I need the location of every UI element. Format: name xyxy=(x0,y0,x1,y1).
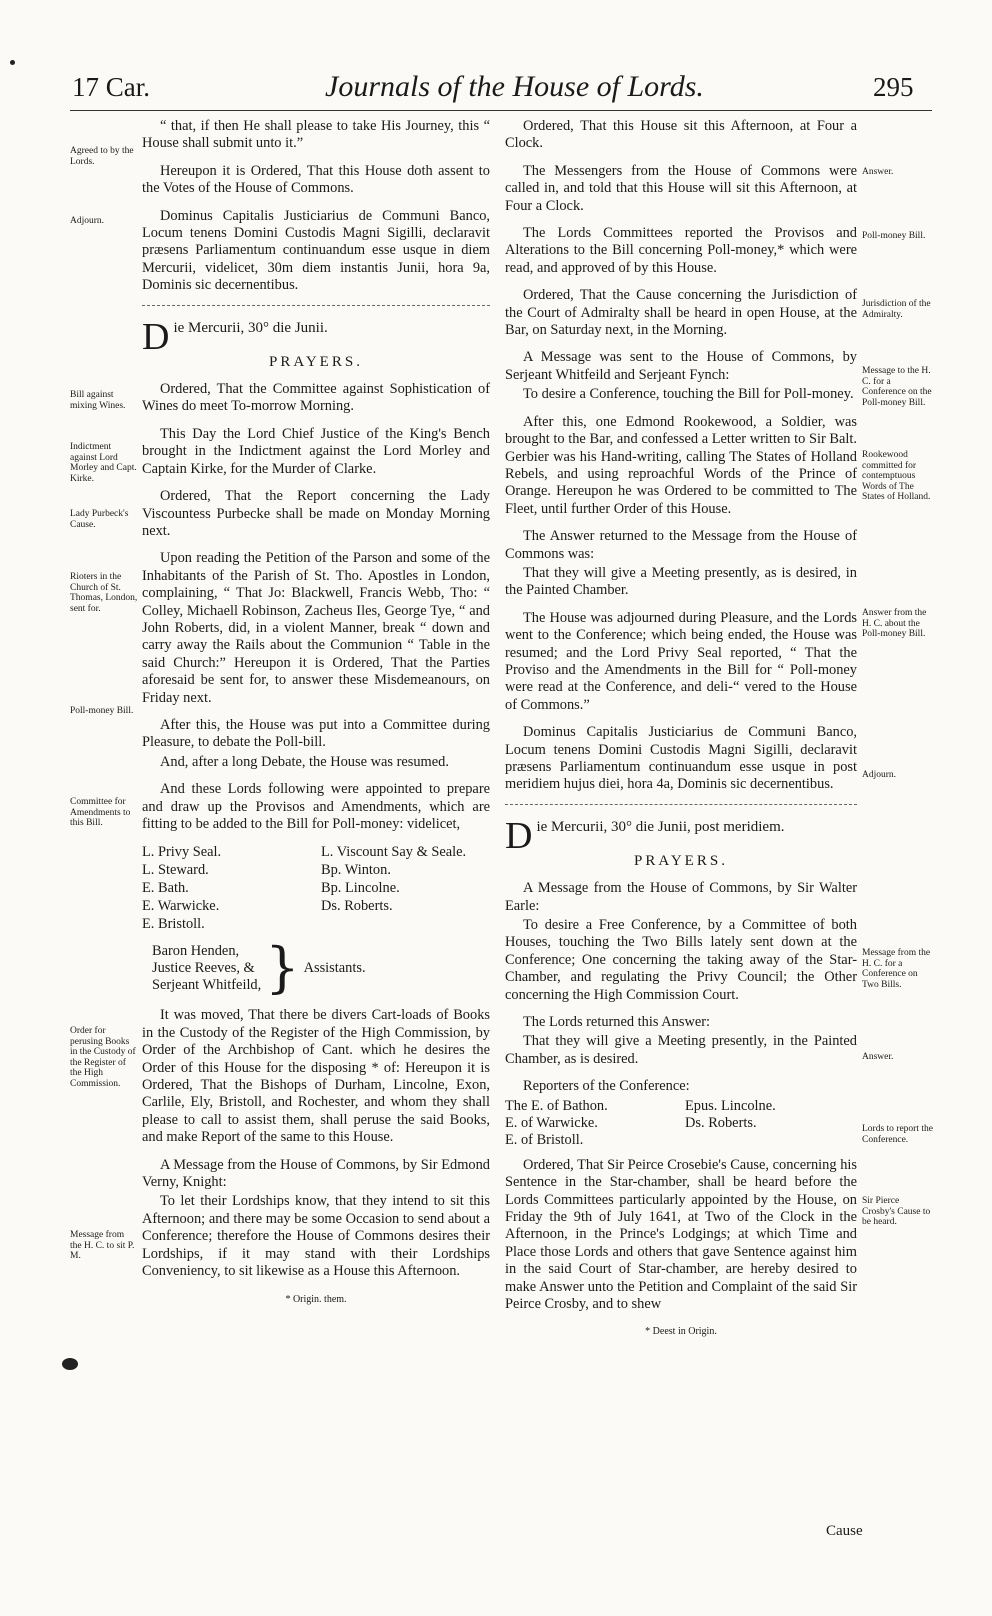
paragraph: The Lords returned this Answer: xyxy=(523,1014,711,1031)
brace-icon: } xyxy=(265,936,300,1000)
margin-note: Adjourn. xyxy=(70,216,105,226)
paragraph: The Lords Committees reported the Provisos and Alterations to the Bill concerning Poll-money,* which were read, and approved of by this House. xyxy=(505,225,857,276)
paragraph: And these Lords following were appointed to prepare and draw up the Provisos and Amendments, which are fitting to be added to the Bill for Poll-money: videlicet, xyxy=(142,781,490,832)
assistant-name: Justice Reeves, & xyxy=(152,959,255,976)
paragraph: To desire a Conference, touching the Bill for Poll-money. xyxy=(523,386,854,403)
reporter-name: E. of Warwicke. xyxy=(505,1114,598,1131)
paragraph: To desire a Free Conference, by a Committee of both Houses, touching the Two Bills lately sent down at the Conference; One concerning the taking away of the Star-Chamber, and regulating the Privy Council; the Other concerning the High Commission Court. xyxy=(505,917,857,1003)
reporter-name: Epus. Lincolne. xyxy=(685,1097,776,1114)
margin-note: Message from the H. C. to sit P. M. xyxy=(70,1230,135,1261)
paragraph: Ordered, That the Cause concerning the Jurisdiction of the Court of Admiralty shall be heard in open House, at the Bar, on Saturday next, in the Morning. xyxy=(505,287,857,339)
margin-note: Answer from the H. C. about the Poll-money Bill. xyxy=(862,608,927,639)
drop-cap: D xyxy=(505,814,533,857)
paragraph: Ordered, That the Report concerning the Lady Viscountess Purbecke shall be made on Monday Morning next. xyxy=(142,488,490,539)
paragraph: Hereupon it is Ordered, That this House doth assent to the Votes of the House of Commons. xyxy=(142,162,490,197)
session-heading xyxy=(142,315,490,358)
lord-name: L. Steward. xyxy=(142,862,209,879)
ink-blot xyxy=(62,1358,78,1370)
paragraph: Upon reading the Petition of the Parson and some of the Inhabitants of the Parish of St. Tho. Apostles in London, complaining, “ That Jo: Blackwell, Francis Webb, Tho: “ Colley, Michaell Robinson, Zacheus Iles, George Tye, “ and John Roberts, did, in a violent Manner, break “ down and carry away the Rails about the Communion “ Table in the said Church:” Hereupon it is Ordered, That the Parties aforesaid be sent for, to answer these Misdemeanours, on Friday next. xyxy=(142,550,490,706)
paragraph: That they will give a Meeting presently, as is desired, in the Painted Chamber. xyxy=(505,564,857,599)
margin-note: Jurisdiction of the Admiralty. xyxy=(862,299,931,320)
drop-cap: D xyxy=(142,315,170,358)
footnote: * Deest in Origin. xyxy=(645,1326,717,1338)
margin-note: Rookewood committed for contemptuous Words of The States of Holland. xyxy=(862,450,931,502)
margin-note: Answer. xyxy=(862,1052,894,1062)
paragraph: “ that, if then He shall please to take His Journey, this “ House shall submit unto it.” xyxy=(142,118,490,152)
lord-name: E. Warwicke. xyxy=(142,898,220,915)
page-number: 295 xyxy=(873,72,914,102)
paragraph: This Day the Lord Chief Justice of the King's Bench brought in the Indictment against the Lord Morley and Captain Kirke, for the Murder of Clarke. xyxy=(142,425,490,477)
paragraph: Ordered, That the Committee against Sophistication of Wines do meet To-morrow Morning. xyxy=(142,381,490,415)
paragraph: To let their Lordships know, that they intend to sit this Afternoon; and there may be some Occasion to send about a Conference; therefore the House of Commons desires their Lordships, if it may stand with their Lordships Conveniency, to sit likewise as a House this Afternoon. xyxy=(142,1193,490,1280)
section-divider xyxy=(505,804,857,805)
margin-note: Lords to report the Conference. xyxy=(862,1124,933,1145)
margin-note: Indictment against Lord Morley and Capt. Kirke. xyxy=(70,442,137,484)
reporter-name: The E. of Bathon. xyxy=(505,1097,608,1114)
margin-note: Committee for Amendments to this Bill. xyxy=(70,797,131,828)
margin-note: Agreed to by the Lords. xyxy=(70,146,134,167)
footnote: * Origin. them. xyxy=(285,1293,347,1305)
lord-name: Bp. Lincolne. xyxy=(321,880,400,897)
section-divider xyxy=(142,305,490,306)
paragraph: A Message from the House of Commons, by Sir Edmond Verny, Knight: xyxy=(142,1156,490,1191)
paragraph: A Message was sent to the House of Commons, by Serjeant Whitfeild and Serjeant Fynch: xyxy=(505,349,857,383)
paragraph: After this, one Edmond Rookewood, a Soldier, was brought to the Bar, and confessed a Letter written to Sir Balt. Gerbier was his Hand-writing, calling The States of Holland Rebels, and using reproachful Words of the Prince of Orange. Hereupon he was Ordered to be committed to The Fleet, until further Order of this House. xyxy=(505,413,857,517)
paragraph: A Message from the House of Commons, by Sir Walter Earle: xyxy=(505,880,857,914)
margin-note: Poll-money Bill. xyxy=(70,706,134,716)
catchword: Cause xyxy=(826,1523,863,1539)
session-date: ie Mercurii, 30° die Junii. xyxy=(173,319,328,336)
left-column xyxy=(142,118,490,1308)
assistant-name: Serjeant Whitfeild, xyxy=(152,976,262,993)
latin-adjournment: Dominus Capitalis Justiciarius de Communi Banco, Locum tenens Domini Custodis Magni Sigilli, declaravit præsens Parliamentum continuandum esse usque in post meridiem hujus diei, hora 4a, Dominis sic decernentibus. xyxy=(505,724,857,793)
assistants-label: Assistants. xyxy=(303,959,366,976)
lord-name: L. Privy Seal. xyxy=(142,844,222,861)
margin-note: Order for perusing Books in the Custody of the Register of the High Commission. xyxy=(70,1026,136,1089)
prayers-heading: PRAYERS. xyxy=(634,852,728,869)
prayers-heading: PRAYERS. xyxy=(269,353,363,370)
session-heading xyxy=(505,814,857,857)
paragraph: The Answer returned to the Message from the House of Commons was: xyxy=(505,528,857,562)
margin-note: Message to the H. C. for a Conference on the Poll-money Bill. xyxy=(862,366,932,408)
margin-note: Adjourn. xyxy=(862,770,897,780)
paragraph: Reporters of the Conference: xyxy=(523,1078,690,1095)
paragraph: It was moved, That there be divers Cart-loads of Books in the Custody of the Register of the High Commission, by Order of the Archbishop of Cant. which he desires the Order of this House for the disposing * of: Hereupon it is Ordered, That the Bishops of Durham, Lincolne, Exon, Carlile, Ely, Bristoll, and Rochester, and whom they shall please to call to assist them, shall peruse the said Books, and make Report of the same to this House. xyxy=(142,1007,490,1146)
committee-lords xyxy=(142,843,490,933)
lord-name: E. Bath. xyxy=(142,880,189,897)
assistant-name: Baron Henden, xyxy=(152,942,240,959)
header-rule xyxy=(70,110,932,111)
paragraph: The House was adjourned during Pleasure, and the Lords went to the Conference; which being ended, the House was resumed; and the Lord Privy Seal reported, “ That the Proviso and the Amendments in the Bill for “ Poll-money were read at the Conference, and deli-“ vered to the House of Commons.” xyxy=(505,609,857,713)
lord-name: E. Bristoll. xyxy=(142,916,205,933)
regnal-year: 17 Car. xyxy=(72,72,150,102)
margin-note: Message from the H. C. for a Conference on Two Bills. xyxy=(862,948,931,990)
paragraph: That they will give a Meeting presently, in the Painted Chamber, as is desired. xyxy=(505,1033,857,1067)
journal-title: Journals of the House of Lords. xyxy=(325,70,704,103)
lord-name: L. Viscount Say & Seale. xyxy=(321,844,467,861)
margin-note: Poll-money Bill. xyxy=(862,231,926,241)
right-column xyxy=(505,118,857,1341)
paragraph: Ordered, That Sir Peirce Crosebie's Cause, concerning his Sentence in the Star-chamber, shall be heard before the Lords Committees particularly appointed by the House, on Friday the 9th of July 1641, at Two of the Clock in the Afternoon, in the Prince's Lodgings; at which Time and Place those Lords and others that gave Sentence against him in the said Court of Star-chamber, are hereby desired to make Answer unto the Petition and Complaint of the said Sir Peirce Crosby, and to shew xyxy=(505,1156,857,1312)
margin-note: Rioters in the Church of St. Thomas, London, sent for. xyxy=(70,572,138,614)
page-header xyxy=(0,70,992,110)
latin-adjournment: Dominus Capitalis Justiciarius de Communi Banco, Locum tenens Domini Custodis Magni Sigilli, declaravit præsens Parliamentum continuandum esse usque in diem Mercurii, videlicet, 30m diem instantis Junii, hora 9a, Dominis sic decernentibus. xyxy=(142,207,490,294)
paragraph: The Messengers from the House of Commons were called in, and told that this House will sit this Afternoon, at Four a Clock. xyxy=(505,162,857,214)
margin-note: Bill against mixing Wines. xyxy=(70,390,126,411)
reporters-list xyxy=(505,1098,857,1149)
ink-blot xyxy=(10,60,15,65)
paragraph: After this, the House was put into a Committee during Pleasure, to debate the Poll-bill. xyxy=(142,716,490,751)
assistants-block xyxy=(142,936,490,1000)
margin-note: Answer. xyxy=(862,167,894,177)
paragraph: And, after a long Debate, the House was resumed. xyxy=(160,753,449,770)
margin-note: Lady Purbeck's Cause. xyxy=(70,509,129,530)
margin-note: Sir Pierce Crosby's Cause to be heard. xyxy=(862,1196,931,1227)
paragraph: Ordered, That this House sit this Afternoon, at Four a Clock. xyxy=(505,118,857,152)
reporter-name: E. of Bristoll. xyxy=(505,1131,584,1148)
lord-name: Ds. Roberts. xyxy=(321,898,393,915)
lord-name: Bp. Winton. xyxy=(321,862,391,879)
session-date: ie Mercurii, 30° die Junii, post meridiem. xyxy=(536,818,785,835)
reporter-name: Ds. Roberts. xyxy=(685,1114,757,1131)
